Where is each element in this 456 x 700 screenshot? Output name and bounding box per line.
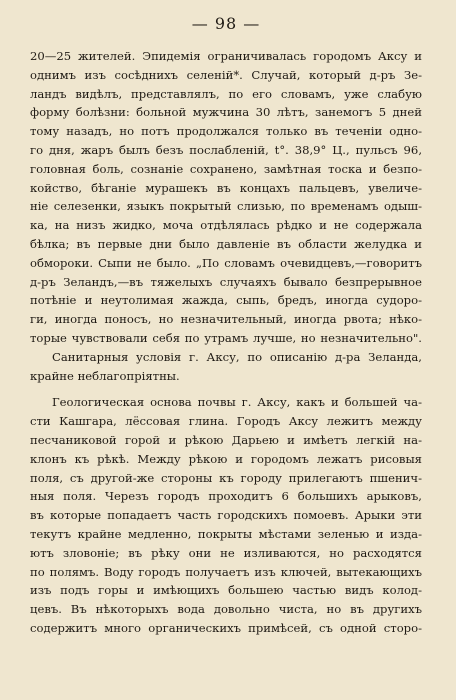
text-line: ныя поля. Черезъ городъ проходитъ 6 большихъ арыковъ,	[30, 489, 422, 504]
text-line: клонъ къ рѣкѣ. Между рѣкою и городомъ лежатъ рисовыя	[30, 451, 422, 466]
text-line: сти Кашгара, лёссовая глина. Городъ Аксу лежитъ между	[30, 414, 422, 429]
text-line: потѣніе и неутолимая жажда, сыпь, бредъ, иногда судоро-	[30, 293, 422, 308]
text-line: по полямъ. Воду городъ получаетъ изъ ключей, вытекающихъ	[30, 564, 422, 579]
text-line: цевъ. Въ нѣкоторыхъ вода довольно чиста, но въ другихъ	[30, 602, 422, 617]
text-line: изъ подъ горы и имѣющихъ большею частью видъ колод-	[30, 583, 422, 598]
text-line: однимъ изъ сосѣднихъ селеній*. Случай, который д-ръ Зе-	[30, 67, 422, 82]
text-line: бѣлка; въ первые дни было давленіе въ области желудка и	[30, 236, 422, 251]
text-line: торые чувствовали себя по утрамъ лучше, но незначительно".	[30, 330, 422, 345]
text-line: обмороки. Сыпи не было. „По словамъ очевидцевъ,—говоритъ	[30, 255, 422, 270]
text-line: содержитъ много органическихъ примѣсей, съ одной сторо-	[30, 620, 422, 635]
text-line: песчаниковой горой и рѣкою Дарьею и имѣетъ легкій на-	[30, 432, 422, 447]
text-line: койство, бѣганіе мурашекъ въ концахъ пальцевъ, увеличе-	[30, 180, 422, 195]
text-line: ландъ видѣлъ, представлялъ, по его словамъ, уже слабую	[30, 86, 422, 101]
text-line: го дня, жаръ былъ безъ послабленій, t°. 38,9° Ц., пульсъ 96,	[30, 142, 422, 157]
text-line: головная боль, сознаніе сохранено, замѣтная тоска и безпо-	[30, 161, 422, 176]
text-line: Геологическая основа почвы г. Аксу, какъ и большей ча-	[52, 395, 422, 410]
text-line: д-ръ Зеландъ,—въ тяжелыхъ случаяхъ бывало безпрерывное	[30, 274, 422, 289]
text-line: крайне неблагопріятны.	[30, 368, 180, 383]
text-line: форму болѣзни: больной мужчина 30 лѣтъ, занемогъ 5 дней	[30, 105, 422, 120]
text-line: ніе селезенки, языкъ покрытый слизью, по временамъ одыш-	[30, 199, 422, 214]
text-line: тому назадъ, но потъ продолжался только въ теченіи одно-	[30, 124, 422, 139]
text-line: Санитарныя условія г. Аксу, по описанію д-ра Зеланда,	[52, 349, 422, 364]
text-line: ка, на низъ жидко, моча отдѣлялась рѣдко и не содержала	[30, 218, 422, 233]
text-line: ютъ зловоніе; въ рѣку они не изливаются, но расходятся	[30, 545, 422, 560]
paragraph-2	[30, 393, 422, 637]
text-line: ги, иногда поносъ, но незначительный, иногда рвота; нѣко-	[30, 312, 422, 327]
page-number: — 98 —	[191, 14, 261, 33]
paragraph-spacer	[30, 385, 422, 393]
paragraph-1	[30, 47, 422, 385]
text-line: текутъ крайне медленно, покрыты мѣстами зеленью и изда-	[30, 526, 422, 541]
text-line: въ которые попадаетъ часть городскихъ помоевъ. Арыки эти	[30, 508, 422, 523]
text-line: поля, съ другой-же стороны къ городу прилегаютъ пшенич-	[30, 470, 422, 485]
text-line: 20—25 жителей. Эпидемія ограничивалась городомъ Аксу и	[30, 49, 422, 63]
